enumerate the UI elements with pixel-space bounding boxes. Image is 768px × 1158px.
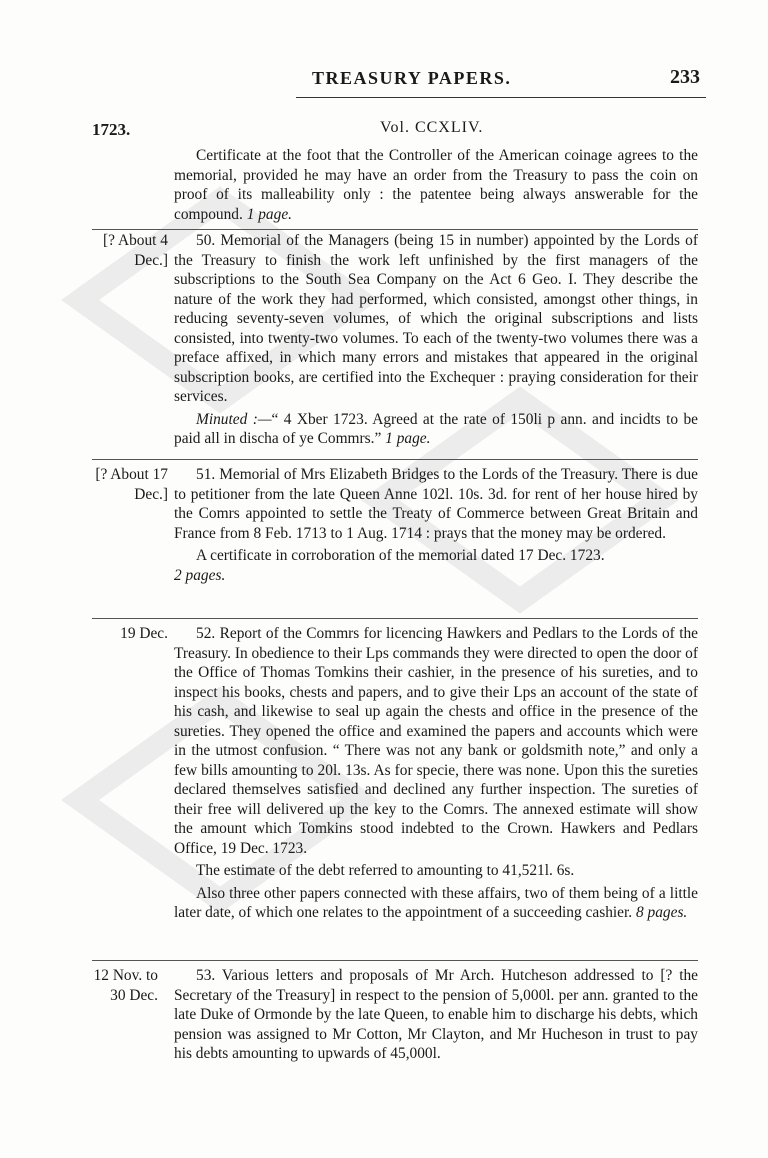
page-count: 1 page. <box>246 205 292 223</box>
entry-divider <box>92 229 698 230</box>
entry-date: [? About 17 Dec.] <box>95 466 168 503</box>
page-count: 2 pages. <box>174 566 226 584</box>
entry-paragraph: 50. Memorial of the Managers (being 15 in number) appointed by the Lords of the Treasury to finish the work left unfinished by the first managers of the subscriptions to the South Sea Company on the Act 6 Geo. I. They describe the nature of the work they had performed, which consisted, amongst other things, in reducing seventy-seven volumes, of which the original subscriptions and lists consisted, into twenty-two volumes. To each of the twenty-two volumes there was a preface affixed, in which many errors and mistakes that appeared in the original subscription books, are certified into the Exchequer : praying consideration for their services. <box>174 232 698 405</box>
entry-53 <box>174 966 698 1064</box>
intro-text: Certificate at the foot that the Controller of the American coinage agrees to the memorial, provided he may have an order from the Treasury to pass the coin on proof of its malleability only : the patentee being always answerable for the compound. <box>174 147 698 223</box>
entry-divider <box>92 960 698 961</box>
page-number: 233 <box>670 66 700 88</box>
entry-51 <box>174 465 698 585</box>
page-count: 8 pages. <box>635 904 688 921</box>
entry-paragraph: A certificate in corroboration of the memorial dated 17 Dec. 1723. <box>196 547 605 564</box>
volume-heading: Vol. CCXLIV. <box>380 119 484 136</box>
entry-paragraph: The estimate of the debt referred to amounting to 41,521l. 6s. <box>196 862 575 879</box>
entry-paragraph: 53. Various letters and proposals of Mr Arch. Hutcheson addressed to [? the Secretary of the Treasury] in respect to the pension of 5,000l. per ann. granted to the late Duke of Ormonde by the late Queen, to enable him to discharge his debts, which pension was assigned to Mr Cotton, Mr Clayton, and Mr Hucheson in trust to pay his debts amounting to upwards of 45,000l. <box>174 967 698 1062</box>
minuted-label: Minuted :— <box>196 410 272 428</box>
entry-paragraph: Also three other papers connected with these affairs, two of them being of a little later date, of which one relates to the appointment of a succeeding cashier. <box>174 884 698 921</box>
entry-50 <box>174 231 698 449</box>
header-rule <box>296 97 706 98</box>
entry-date: [? About 4 Dec.] <box>103 232 168 269</box>
intro-paragraph <box>174 146 698 224</box>
entry-divider <box>92 459 698 460</box>
year-label: 1723. <box>92 120 131 139</box>
entry-52 <box>174 624 698 923</box>
entry-date: 19 Dec. <box>120 625 168 642</box>
entry-paragraph: 52. Report of the Commrs for licencing Hawkers and Pedlars to the Lords of the Treasury. In obedience to their Lps commands they were directed to open the door of the Office of Thomas Tomkins their cashier, in the presence of his sureties, and to inspect his books, chests and papers, and to give their Lps an account of the state of his cash, and likewise to seal up again the chests and office in the presence of the sureties. They opened the office and examined the papers and accounts which were in the utmost confusion. “ There was not any bank or goldsmith note,” and only a few bills amounting to 20l. 13s. As for specie, there was none. Upon this the sureties declared themselves satisfied and declined any further inspection. The sureties of their free will delivered up the key to the Comrs. The annexed estimate will show the amount which Tomkins stood indebted to the Crown. Hawkers and Pedlars Office, 19 Dec. 1723. <box>174 625 698 857</box>
running-title: TREASURY PAPERS. <box>312 68 512 88</box>
entry-date: 12 Nov. to 30 Dec. <box>93 967 158 1004</box>
page-count: 1 page. <box>385 430 431 447</box>
entry-paragraph: 51. Memorial of Mrs Elizabeth Bridges to the Lords of the Treasury. There is due to petitioner from the late Queen Anne 102l. 10s. 3d. for rent of her house hired by the Comrs appointed to settle the Treaty of Commerce between Great Britain and France from 8 Feb. 1713 to 1 Aug. 1714 : prays that the money may be ordered. <box>174 466 698 542</box>
entry-divider <box>92 618 698 619</box>
minuted-text: “ 4 Xber 1723. Agreed at the rate of 150li p ann. and incidts to be paid all in discha of ye Commrs.” <box>174 410 698 447</box>
